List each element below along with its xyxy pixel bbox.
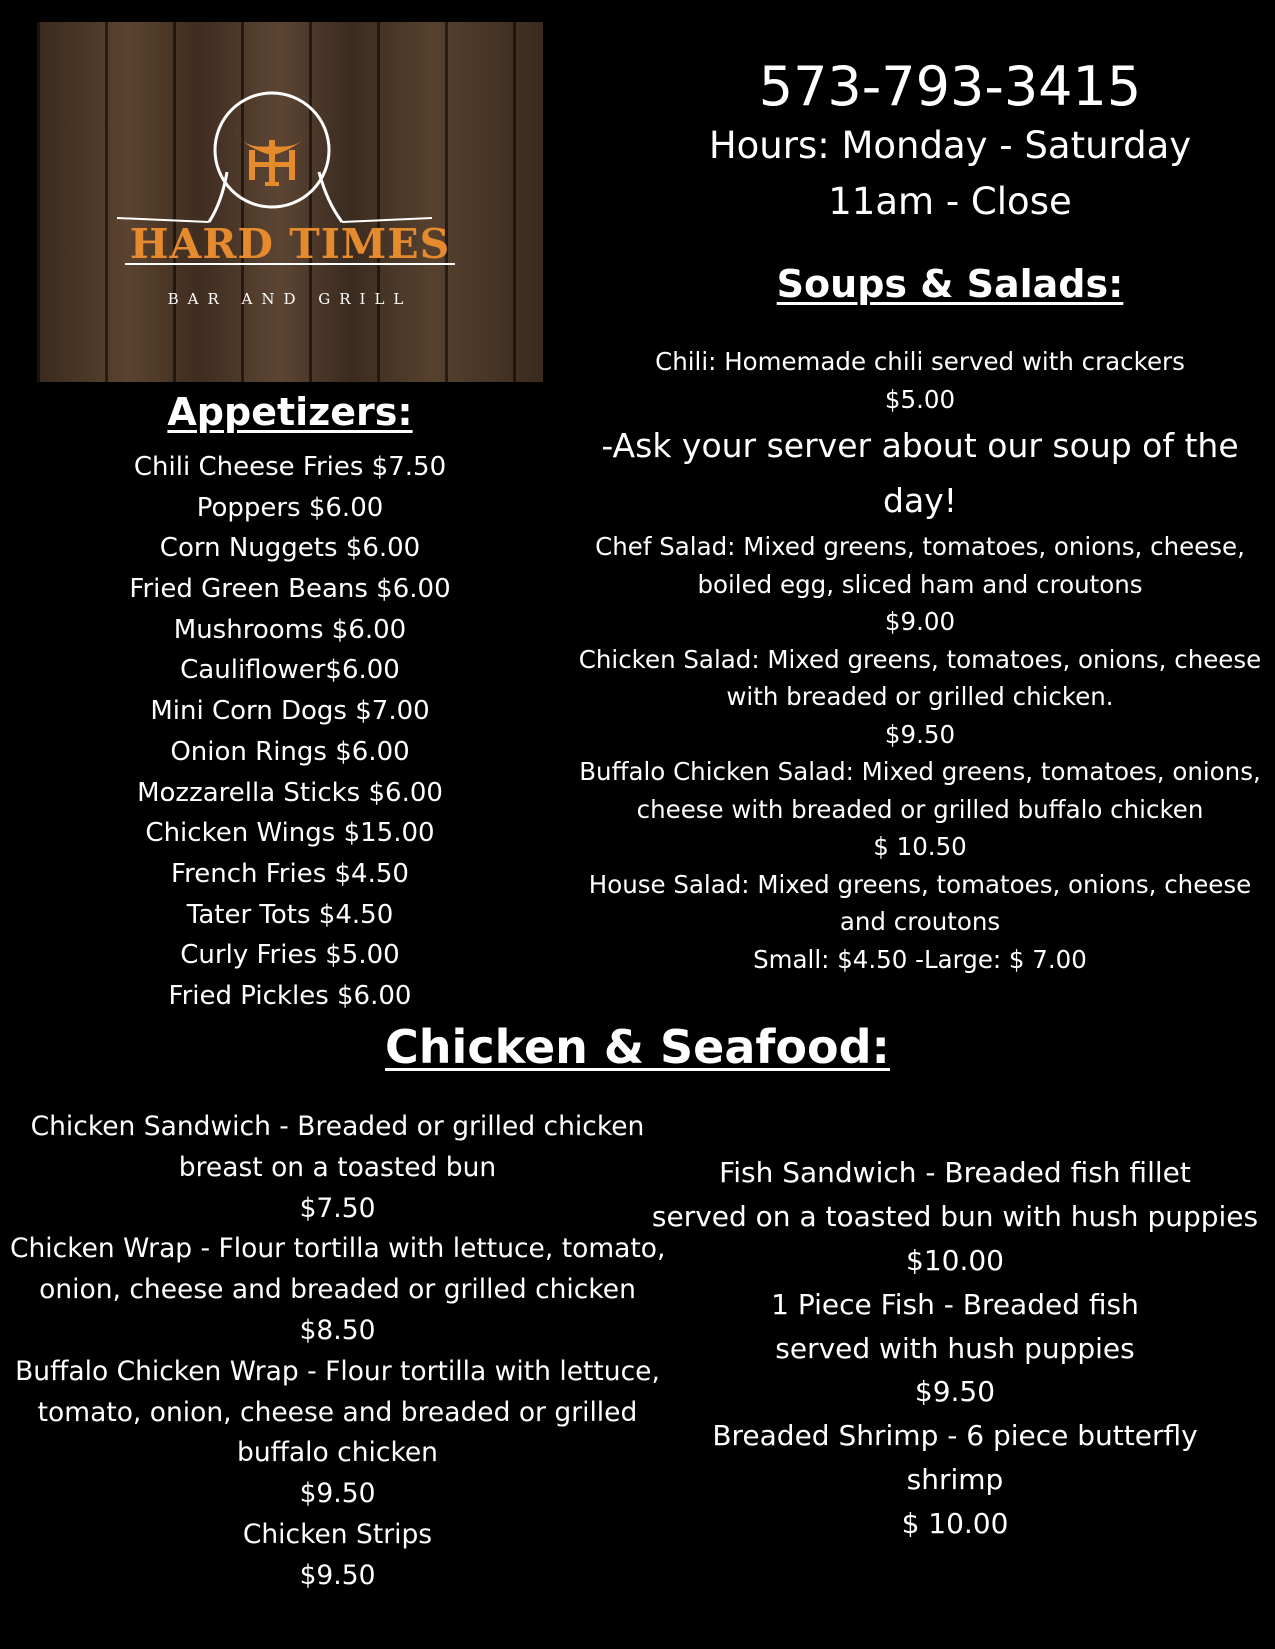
- menu-price: $8.50: [299, 1314, 376, 1346]
- appetizers-list: [37, 447, 543, 1017]
- soups-salads-heading: Soups & Salads:: [776, 262, 1124, 306]
- hours-days: Hours: Monday - Saturday: [708, 124, 1192, 167]
- appetizer-item: Mozzarella Sticks $6.00: [137, 777, 443, 808]
- menu-line: onion, cheese and breaded or grilled chicken: [39, 1274, 636, 1306]
- menu-line: Buffalo Chicken Wrap - Flour tortilla with lettuce,: [15, 1355, 660, 1387]
- appetizer-item: Fried Pickles $6.00: [168, 980, 412, 1011]
- menu-line: Chicken Wrap - Flour tortilla with lettuce, tomato,: [10, 1233, 666, 1265]
- menu-line: Chicken Sandwich - Breaded or grilled chicken: [30, 1111, 645, 1142]
- menu-price: $ 10.50: [873, 832, 967, 861]
- hours-times: 11am - Close: [828, 180, 1072, 223]
- appetizer-item: Mini Corn Dogs $7.00: [150, 696, 430, 727]
- soup-of-the-day-note: day!: [883, 481, 957, 520]
- appetizer-item: Chicken Wings $15.00: [145, 818, 435, 849]
- menu-line: House Salad: Mixed greens, tomatoes, onions, cheese: [588, 869, 1252, 899]
- appetizer-item: Onion Rings $6.00: [170, 736, 410, 767]
- appetizer-item: Curly Fries $5.00: [180, 940, 400, 971]
- soup-of-the-day-note: -Ask your server about our soup of the: [601, 426, 1239, 465]
- menu-price: $9.50: [299, 1559, 376, 1591]
- menu-line: Chef Salad: Mixed greens, tomatoes, onions, cheese,: [595, 532, 1245, 561]
- appetizer-item: Cauliflower$6.00: [180, 655, 400, 686]
- menu-line: shrimp: [906, 1463, 1004, 1497]
- menu-price: $7.50: [299, 1192, 376, 1224]
- menu-line: Chicken Salad: Mixed greens, tomatoes, onions, cheese: [578, 644, 1262, 674]
- restaurant-logo: [37, 22, 543, 382]
- menu-price: $9.50: [914, 1375, 996, 1409]
- menu-line: served on a toasted bun with hush puppies: [651, 1199, 1259, 1233]
- menu-line: and croutons: [839, 907, 1001, 936]
- soups-salads-list: [570, 343, 1270, 978]
- menu-price: $9.50: [299, 1478, 376, 1510]
- menu-line: boiled egg, sliced ham and croutons: [697, 569, 1143, 599]
- logo-name: HARD TIMES: [129, 220, 451, 268]
- chicken-list: [10, 1107, 665, 1597]
- menu-line: breast on a toasted bun: [178, 1151, 497, 1183]
- menu-line: with breaded or grilled chicken.: [726, 682, 1114, 711]
- menu-price: Small: $4.50 -Large: $ 7.00: [753, 944, 1087, 974]
- menu-line: Chili: Homemade chili served with crackers: [655, 347, 1185, 376]
- seafood-list: [640, 1151, 1270, 1546]
- menu-line: Buffalo Chicken Salad: Mixed greens, tomatoes, onions,: [579, 757, 1261, 786]
- appetizer-item: Mushrooms $6.00: [173, 614, 407, 645]
- menu-line: cheese with breaded or grilled buffalo chicken: [636, 794, 1204, 824]
- appetizers-heading: Appetizers:: [167, 390, 413, 434]
- appetizer-item: Chili Cheese Fries $7.50: [133, 452, 447, 482]
- appetizer-item: Poppers $6.00: [196, 492, 384, 523]
- menu-price: $ 10.00: [901, 1507, 1009, 1541]
- menu-price: $9.50: [884, 719, 956, 749]
- menu-price: $9.00: [884, 607, 956, 636]
- appetizer-item: Corn Nuggets $6.00: [159, 533, 421, 564]
- menu-price: $5.00: [884, 384, 956, 414]
- phone-number: 573-793-3415: [758, 55, 1142, 118]
- menu-line: buffalo chicken: [237, 1437, 438, 1469]
- menu-line: Fish Sandwich - Breaded fish fillet: [719, 1156, 1191, 1189]
- menu-line: Chicken Strips: [242, 1518, 433, 1550]
- menu-line: served with hush puppies: [775, 1331, 1135, 1365]
- appetizer-item: Tater Tots $4.50: [186, 899, 394, 930]
- chicken-seafood-heading: Chicken & Seafood:: [385, 1020, 890, 1074]
- menu-line: Breaded Shrimp - 6 piece butterfly: [712, 1419, 1198, 1453]
- menu-price: $10.00: [906, 1243, 1004, 1277]
- appetizer-item: Fried Green Beans $6.00: [129, 574, 451, 605]
- logo-subtitle: BAR AND GRILL: [167, 290, 413, 308]
- menu-line: tomato, onion, cheese and breaded or grilled: [37, 1396, 638, 1428]
- longhorn-monogram-icon: [37, 22, 543, 382]
- appetizer-item: French Fries $4.50: [171, 858, 409, 889]
- menu-line: 1 Piece Fish - Breaded fish: [771, 1287, 1139, 1321]
